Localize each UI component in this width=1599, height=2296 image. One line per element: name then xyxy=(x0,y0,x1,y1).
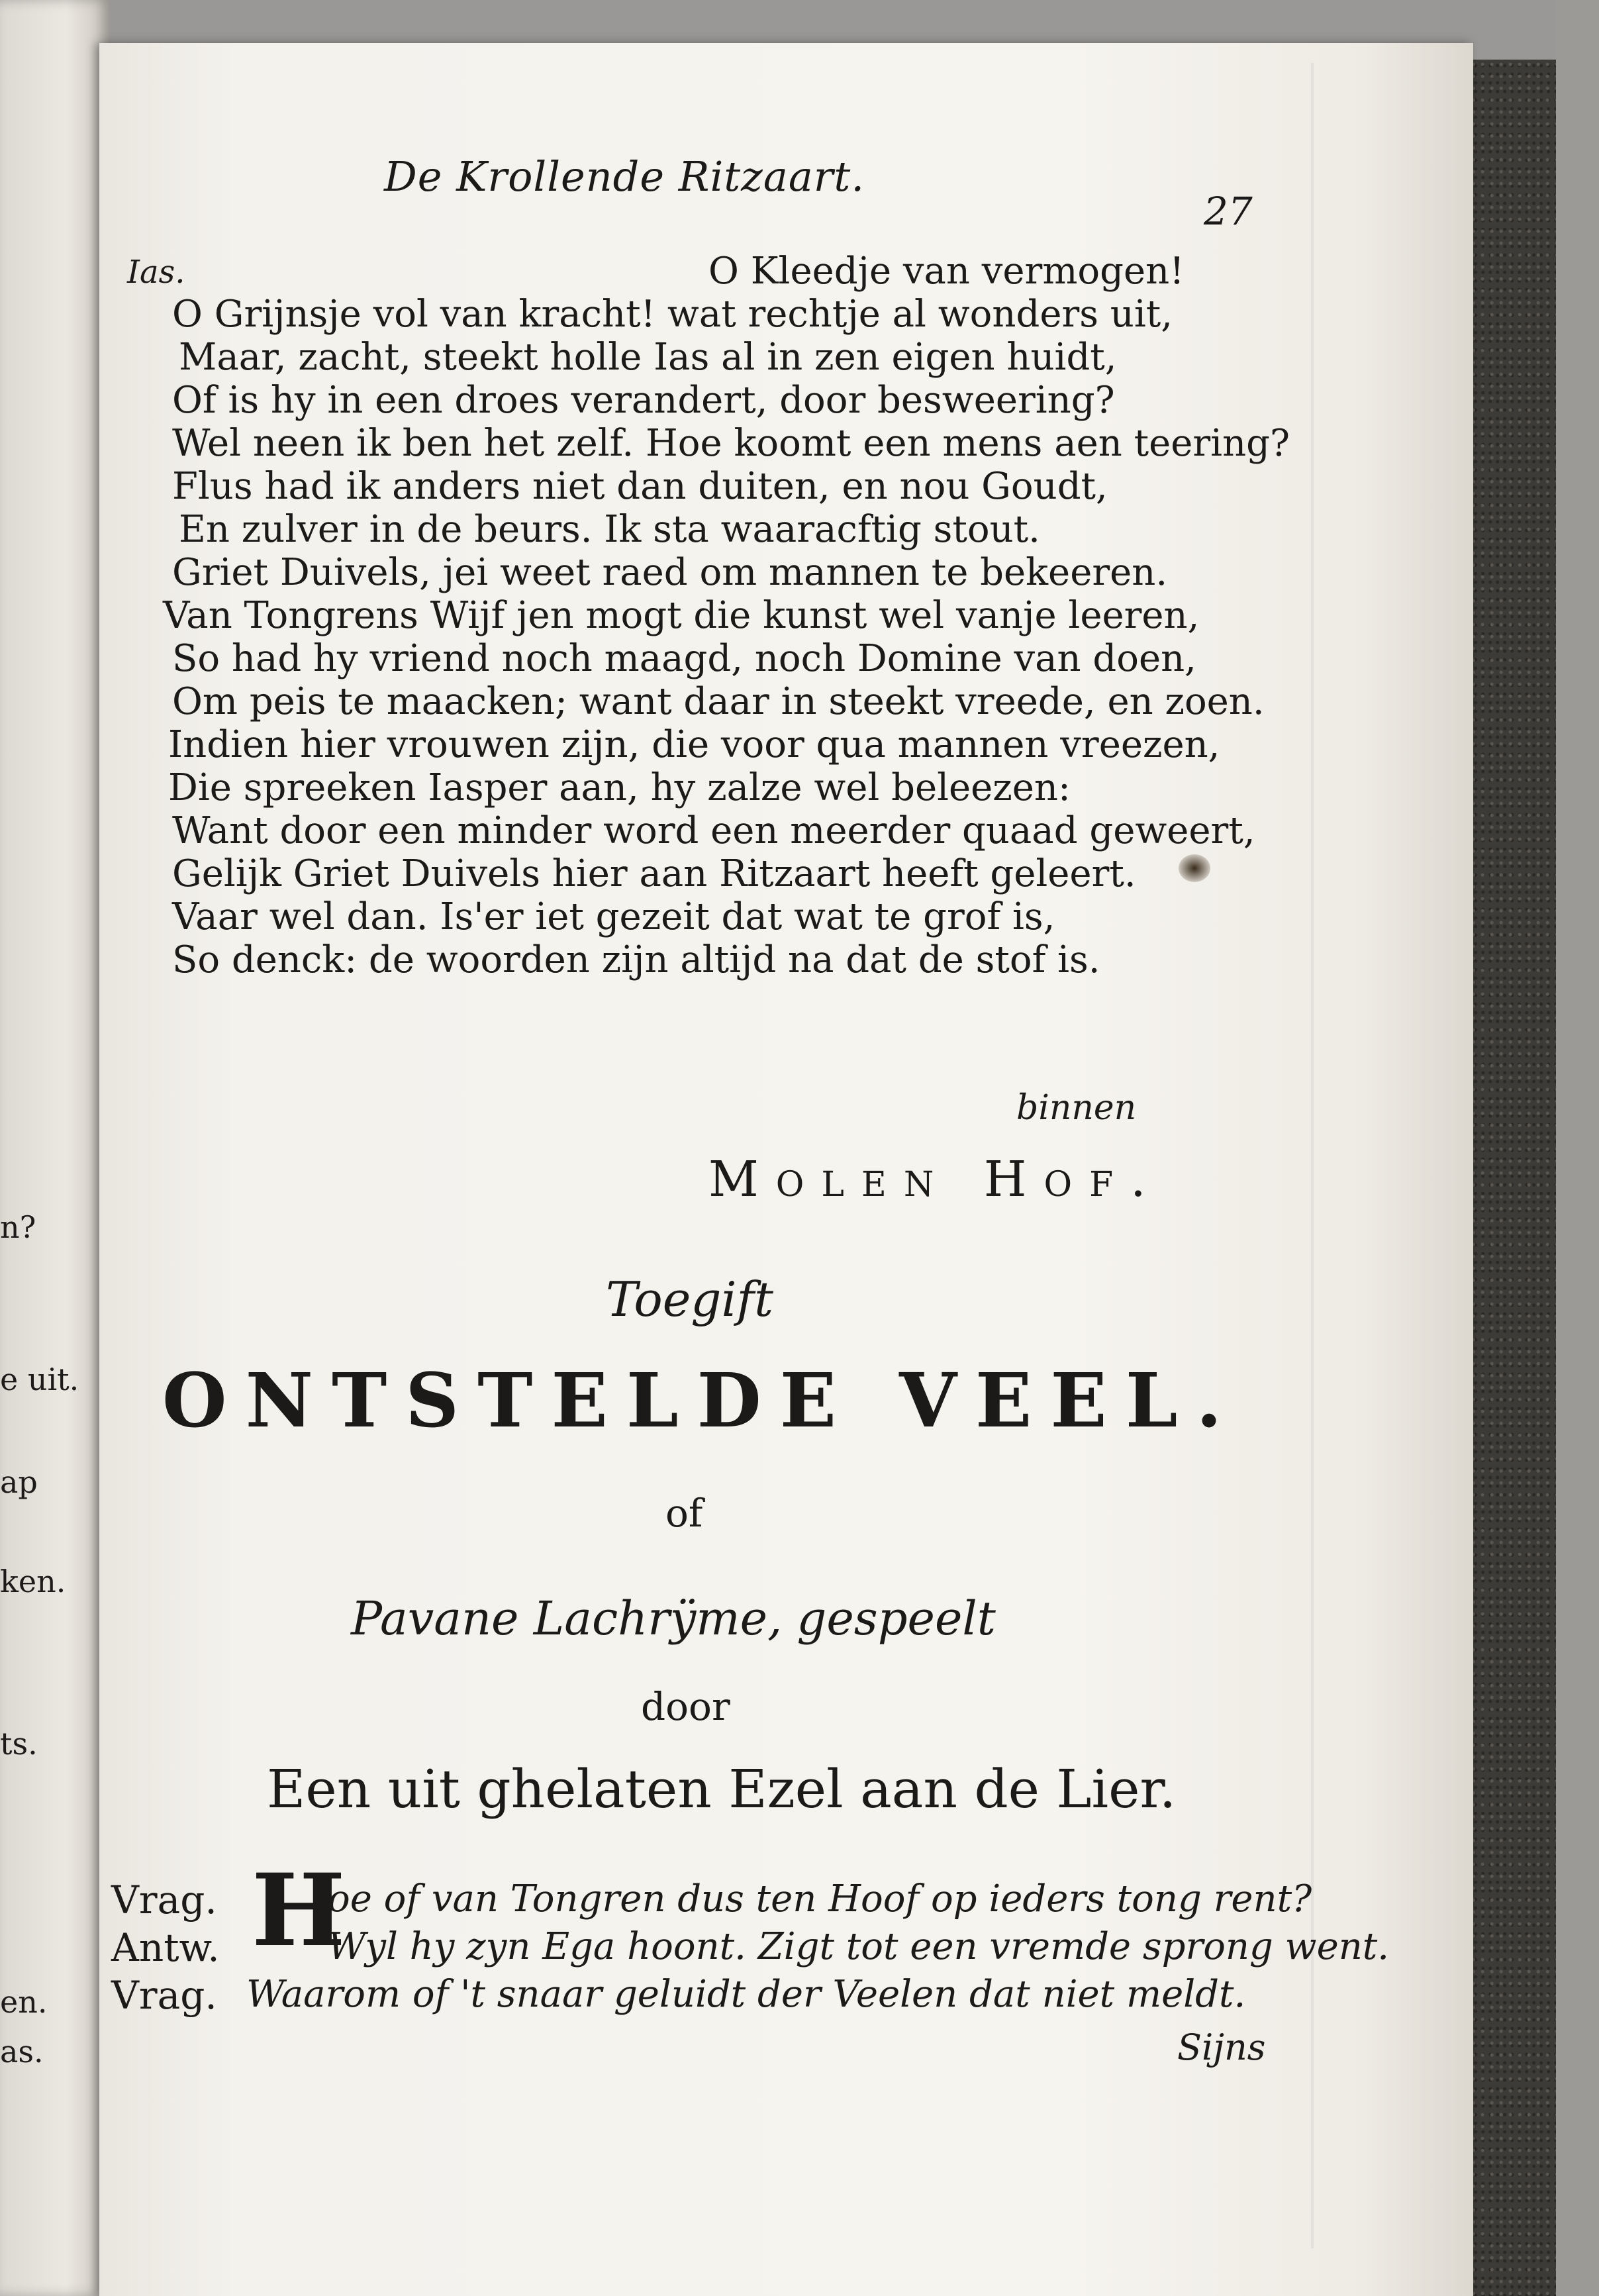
poem-line: Gelijk Griet Duivels hier aan Ritzaart heeft geleert. xyxy=(172,852,1136,895)
play-title: ONTSTELDE VEEL. xyxy=(162,1358,1241,1444)
running-header: De Krollende Ritzaart. xyxy=(384,152,865,201)
left-page-fragment: en. xyxy=(0,1984,48,2020)
poem-line: So denck: de woorden zijn altijd na dat de stof is. xyxy=(172,938,1100,981)
of-connector: of xyxy=(665,1491,703,1536)
poem-line: Of is hy in een droes verandert, door besweering? xyxy=(172,379,1115,422)
dialogue-label: Antw. xyxy=(111,1925,220,1970)
poem-line: Want door een minder word een meerder quaad geweert, xyxy=(172,809,1255,852)
poem-line: En zulver in de beurs. Ik sta waaracftig stout. xyxy=(179,508,1040,551)
toegift-label: Toegift xyxy=(606,1272,774,1327)
book-page xyxy=(99,43,1473,2296)
poem-line: Wel neen ik ben het zelf. Hoe koomt een mens aen teering? xyxy=(172,422,1290,465)
poem-line: Griet Duivels, jei weet raed om mannen te bekeeren. xyxy=(172,551,1168,594)
left-page-fragment: ken. xyxy=(0,1564,66,1599)
door-connector: door xyxy=(641,1684,730,1729)
left-page-fragment: e uit. xyxy=(0,1362,79,1397)
speaker-label: Ias. xyxy=(127,254,185,291)
book-cover-edge xyxy=(1467,60,1560,2296)
performer-line: Een uit ghelaten Ezel aan de Lier. xyxy=(267,1758,1177,1820)
poem-line: So had hy vriend noch maagd, noch Domine van doen, xyxy=(172,637,1196,680)
poem-line: Flus had ik anders niet dan duiten, en nou Goudt, xyxy=(172,465,1108,508)
left-page-fragment: ts. xyxy=(0,1726,38,1762)
poem-line: O Kleedje van vermogen! xyxy=(708,250,1185,293)
dialogue-label: Vrag. xyxy=(111,1973,217,2018)
catchword: binnen xyxy=(1016,1088,1137,1128)
background-strip xyxy=(1556,0,1599,2296)
page-number: 27 xyxy=(1204,189,1253,234)
left-page-fragment: ap xyxy=(0,1464,38,1500)
play-subtitle: Pavane Lachrÿme, gespeelt xyxy=(351,1591,996,1646)
left-page xyxy=(0,0,109,2296)
catchword: Sijns xyxy=(1177,2026,1266,2068)
poem-block xyxy=(163,250,1337,981)
dialogue-line: Waarom of 't snaar geluidt der Veelen dat niet meldt. xyxy=(246,1973,1246,2016)
poem-line: Vaar wel dan. Is'er iet gezeit dat wat te grof is, xyxy=(172,895,1055,938)
poem-line: O Grijnsje vol van kracht! wat rechtje al wonders uit, xyxy=(172,293,1173,336)
section-heading: Molen Hof. xyxy=(708,1151,1163,1208)
left-page-fragment: n? xyxy=(0,1209,36,1245)
drop-cap: H xyxy=(252,1852,346,1969)
poem-line: Maar, zacht, steekt holle Ias al in zen eigen huidt, xyxy=(179,336,1117,379)
dialogue-label: Vrag. xyxy=(111,1877,217,1922)
poem-line: Die spreeken Iasper aan, hy zalze wel beleezen: xyxy=(168,766,1071,809)
poem-line: Van Tongrens Wijf jen mogt die kunst wel vanje leeren, xyxy=(163,594,1200,637)
poem-line: Indien hier vrouwen zijn, die voor qua mannen vreezen, xyxy=(168,723,1220,766)
dialogue-line: Wyl hy zyn Ega hoont. Zigt tot een vremde sprong went. xyxy=(328,1925,1390,1968)
dialogue-line: oe of van Tongren dus ten Hoof op ieders tong rent? xyxy=(328,1877,1312,1921)
left-page-fragment: as. xyxy=(0,2034,44,2070)
poem-line: Om peis te maacken; want daar in steekt vreede, en zoen. xyxy=(172,680,1265,723)
